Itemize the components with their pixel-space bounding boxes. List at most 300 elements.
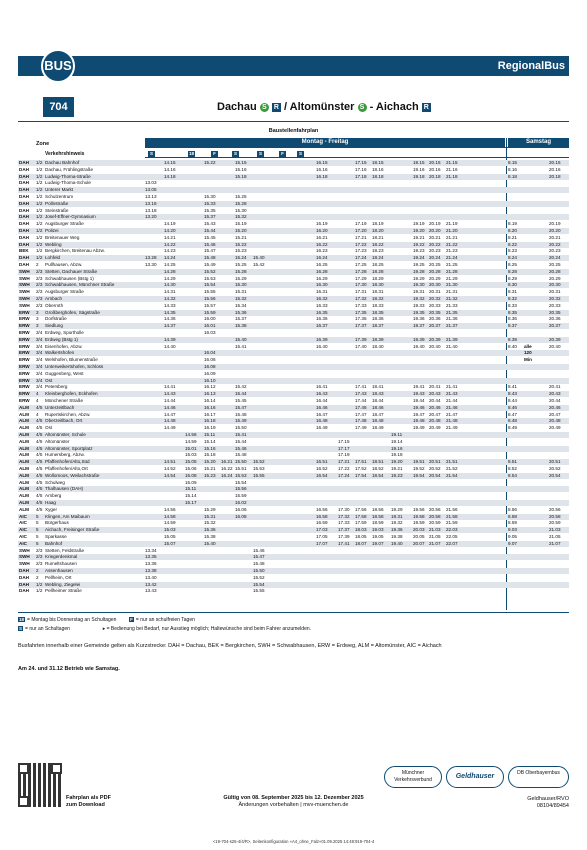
departure-time: 18.44 — [372, 398, 384, 403]
departure-time: 16.06 — [235, 506, 247, 512]
departure-time: 18.56 — [372, 506, 384, 512]
zone-number: 3/4 — [36, 330, 43, 335]
departure-time: 15.43 — [204, 221, 216, 227]
departure-time: 16.35 — [316, 309, 328, 315]
zone-code: DAH — [19, 568, 29, 573]
divider — [18, 612, 569, 613]
table-row — [18, 480, 569, 486]
stop-name: Steinstraße — [45, 207, 69, 213]
stop-name: Augsburger Straße — [45, 289, 84, 295]
zone-number: 3/4 — [36, 357, 43, 363]
departure-time: 14.51 — [164, 459, 176, 465]
table-row — [18, 486, 569, 492]
departure-time: 18.23 — [372, 248, 384, 254]
departure-time: 8.19 — [508, 221, 517, 227]
zone-number: 3/4 — [36, 370, 43, 376]
departure-time: 20.21 — [549, 234, 561, 240]
zone-code: DAH — [19, 214, 29, 220]
departure-time: 16.01 — [204, 323, 216, 329]
departure-time: 19.40 — [413, 343, 425, 349]
departure-time: 15.44 — [235, 391, 247, 397]
departure-time: 15.25 — [235, 194, 247, 199]
departure-time: 13.35 — [145, 554, 157, 560]
departure-time: 20.39 — [549, 336, 561, 342]
zone-code: DAH — [19, 180, 29, 186]
table-row — [18, 514, 569, 520]
departure-time: 14.18 — [164, 173, 176, 179]
departure-time: Min — [524, 357, 532, 363]
departure-time: 14.28 — [164, 268, 176, 274]
stop-name: Unterer Markt — [45, 187, 74, 193]
departure-time: 15.22 — [235, 241, 247, 247]
departure-time: 18.21 — [372, 234, 384, 240]
departure-time: 15.38 — [235, 323, 247, 329]
departure-time: alle — [524, 343, 532, 349]
departure-time: 16.56 — [316, 506, 328, 512]
departure-time: 15.30 — [235, 207, 247, 213]
db-oberbayernbus-logo: DB Oberbayernbus — [508, 766, 569, 788]
departure-time: 19.38 — [391, 534, 403, 539]
table-row — [18, 452, 569, 458]
departure-time: 20.37 — [429, 323, 441, 329]
departure-time: 16.39 — [316, 336, 328, 342]
departure-time: 8.32 — [508, 296, 517, 301]
departure-time: 15.41 — [235, 343, 247, 349]
zone-number: 1/2 — [36, 234, 43, 240]
departure-time: 21.51 — [446, 459, 458, 465]
stop-name: Schulweg — [45, 479, 65, 485]
departure-time: 18.33 — [372, 302, 384, 308]
departure-time: 20.48 — [429, 418, 441, 424]
stop-name: Walkertshofen — [45, 350, 75, 356]
departure-time: 16.54 — [316, 472, 328, 478]
zone-code: DAH — [19, 200, 29, 206]
table-row — [18, 500, 569, 506]
departure-time: 8.35 — [508, 309, 517, 315]
stop-name: Dorfstraße — [45, 316, 67, 322]
departure-time: 8.51 — [508, 459, 517, 465]
departure-time: 17.29 — [355, 275, 367, 281]
departure-time: 14.59 — [185, 438, 197, 444]
departure-time: 8.16 — [508, 166, 517, 172]
zone-code: ERW — [19, 330, 30, 335]
departure-time: 18.59 — [372, 520, 384, 526]
departure-time: 20.43 — [429, 391, 441, 397]
departure-time: 14.16 — [164, 166, 176, 172]
departure-time: 16.09 — [204, 370, 216, 376]
departure-time: 15.03 — [185, 452, 197, 458]
departure-time: 15.40 — [204, 540, 216, 546]
table-row — [18, 242, 569, 248]
departure-time: 21.23 — [446, 248, 458, 254]
departure-time: 14.44 — [164, 398, 176, 403]
zone-code: ERW — [19, 391, 30, 397]
zone-number: 2/3 — [36, 296, 43, 301]
departure-time: 16.59 — [316, 520, 328, 526]
zone-number: 1/2 — [36, 221, 43, 227]
pdf-line2: zum Download — [66, 802, 105, 808]
departure-time: 8.47 — [508, 411, 517, 417]
table-row — [18, 357, 569, 363]
zone-number: 3 — [36, 323, 39, 329]
departure-time: 15.46 — [204, 241, 216, 247]
timetable-subtitle: Baustellenfahrplan — [268, 128, 319, 134]
departure-time: 17.44 — [355, 398, 367, 403]
departure-time: 15.33 — [204, 200, 216, 206]
departure-time: 19.18 — [413, 173, 425, 179]
departure-time: 8.33 — [508, 302, 517, 308]
departure-time: 17.49 — [355, 425, 367, 431]
departure-time: 15.36 — [235, 309, 247, 315]
departure-time: 14.58 — [164, 513, 176, 519]
departure-time: 15.22 — [204, 160, 216, 165]
departure-time: 19.43 — [413, 391, 425, 397]
stop-name: Stetten, Feldstraße — [45, 547, 85, 553]
departure-time: 15.44 — [204, 228, 216, 233]
table-row — [18, 201, 569, 207]
departure-time: 20.56 — [429, 506, 441, 512]
departure-time: 15.21 — [235, 234, 247, 240]
zone-number: 4/5 — [36, 438, 43, 444]
zone-number: 2/3 — [36, 282, 43, 288]
departure-time: 16.20 — [316, 228, 328, 233]
zone-code: AIC — [19, 540, 27, 546]
departure-time: 14.41 — [164, 384, 176, 390]
departure-time: 17.37 — [355, 323, 367, 329]
departure-time: 19.23 — [413, 248, 425, 254]
zone-number: 1/2 — [36, 173, 43, 179]
departure-time: 20.24 — [429, 255, 441, 261]
trip-mark: S — [233, 151, 237, 156]
zone-number: 3/4 — [36, 364, 43, 369]
departure-time: 21.33 — [446, 302, 458, 308]
departure-time: 18.32 — [372, 296, 384, 301]
zone-number: 4/5 — [36, 479, 43, 485]
legend-line — [18, 626, 311, 632]
departure-time: 17.32 — [338, 513, 350, 519]
departure-time: 21.18 — [446, 173, 458, 179]
table-row — [18, 548, 569, 554]
table-row — [18, 221, 569, 227]
departure-time: 8.40 — [508, 343, 517, 349]
departure-time: 21.49 — [446, 425, 458, 431]
table-row — [18, 269, 569, 275]
departure-time: 21.43 — [446, 391, 458, 397]
departure-time: 15.11 — [204, 432, 216, 437]
zone-code: AIC — [19, 534, 27, 539]
departure-time: 19.05 — [372, 534, 384, 539]
stop-name: Welshofen, Blumenstraße — [45, 357, 98, 363]
route-origin: Dachau — [217, 101, 257, 113]
departure-time: 19.48 — [413, 418, 425, 424]
stop-name: Oberroth — [45, 302, 64, 308]
departure-time: 15.47 — [253, 554, 265, 560]
departure-time: 20.28 — [429, 268, 441, 274]
zone-code: SWH — [19, 302, 30, 308]
zone-code: DAH — [19, 166, 29, 172]
departure-time: 21.54 — [446, 472, 458, 478]
departure-time: 19.24 — [413, 255, 425, 261]
departure-time: 19.37 — [413, 323, 425, 329]
zone-code: BEK — [19, 248, 29, 254]
line-number-badge: 704 — [43, 97, 74, 117]
departure-time: 20.18 — [549, 173, 561, 179]
departure-time: 20.23 — [429, 248, 441, 254]
departure-time: 14.23 — [164, 248, 176, 254]
zone-number: 2/3 — [36, 547, 43, 553]
departure-time: 17.03 — [316, 527, 328, 533]
stop-name: Polizei — [45, 228, 59, 233]
departure-time: 21.22 — [446, 241, 458, 247]
departure-time: 15.20 — [204, 459, 216, 465]
departure-time: 17.52 — [355, 466, 367, 471]
table-row — [18, 398, 569, 404]
stop-name: Schulzentrum — [45, 194, 74, 199]
validity-line: Gültig von 08. September 2025 bis 12. Dezember 2025 — [223, 795, 364, 801]
departure-time: 15.28 — [235, 268, 247, 274]
stop-name: Erdweg (Bstg 1) — [45, 336, 78, 342]
zone-number: 1/2 — [36, 200, 43, 206]
table-row — [18, 378, 569, 384]
departure-time: 20.32 — [549, 296, 561, 301]
brand-label: RegionalBus — [497, 60, 565, 72]
departure-time: 15.38 — [204, 534, 216, 539]
departure-time: 15.25 — [235, 262, 247, 267]
departure-time: 19.20 — [391, 459, 403, 465]
departure-time: 21.05 — [549, 534, 561, 539]
departure-time: 21.20 — [446, 228, 458, 233]
zone-number: 3/4 — [36, 384, 43, 390]
departure-time: 8.43 — [508, 391, 517, 397]
departure-time: 15.28 — [235, 200, 247, 206]
departure-time: 20.44 — [549, 398, 561, 403]
zone-code: ERW — [19, 323, 30, 329]
departure-time: 20.44 — [429, 398, 441, 403]
departure-time: 20.24 — [549, 255, 561, 261]
departure-time: 21.36 — [446, 316, 458, 322]
departure-time: 16.18 — [316, 173, 328, 179]
departure-time: 8.48 — [508, 418, 517, 424]
departure-time: 16.43 — [316, 391, 328, 397]
zone-code: SWH — [19, 554, 30, 560]
departure-time: 20.31 — [549, 289, 561, 295]
departure-time: 16.37 — [316, 323, 328, 329]
departure-time: 15.32 — [235, 214, 247, 220]
departure-time: 17.15 — [338, 438, 350, 444]
stop-name: Unterweikertshofen, Schloss — [45, 364, 104, 369]
table-row — [18, 214, 569, 220]
departure-time: 16.40 — [316, 343, 328, 349]
departure-time: 8.25 — [508, 262, 517, 267]
zone-number: 3 — [36, 316, 39, 322]
departure-time: 14.56 — [185, 432, 197, 437]
departure-time: 17.30 — [338, 506, 350, 512]
departure-time: 15.40 — [253, 255, 265, 261]
departure-time: 18.16 — [372, 166, 384, 172]
trip-mark: 18 — [188, 151, 194, 156]
departure-time: 18.03 — [355, 527, 367, 533]
departure-time: 14.39 — [164, 336, 176, 342]
departure-time: 8.46 — [508, 404, 517, 410]
departure-time: 14.22 — [164, 241, 176, 247]
departure-time: 20.19 — [429, 221, 441, 227]
departure-time: 13.20 — [145, 214, 157, 220]
departure-time: 16.25 — [316, 262, 328, 267]
departure-time: 15.46 — [253, 547, 265, 553]
departure-time: 13.28 — [145, 255, 157, 261]
table-row — [18, 473, 569, 479]
departure-time: 16.32 — [316, 296, 328, 301]
departure-time: 16.24 — [221, 472, 233, 478]
departure-time: 20.03 — [413, 527, 425, 533]
table-row — [18, 541, 569, 547]
zone-code: DAH — [19, 262, 29, 267]
departure-time: 18.05 — [355, 534, 367, 539]
table-row — [18, 527, 569, 533]
zone-number: 4 — [36, 398, 39, 403]
operator-phone: 08104/89454 — [536, 803, 569, 809]
departure-time: 15.05 — [185, 459, 197, 465]
zone-number: 4/5 — [36, 432, 43, 437]
departure-time: 16.24 — [316, 255, 328, 261]
departure-time: 17.25 — [355, 262, 367, 267]
stop-name: Klingen, Am Maibaum — [45, 513, 90, 519]
table-row — [18, 296, 569, 302]
zone-code: DAH — [19, 160, 29, 165]
departure-time: 19.31 — [413, 289, 425, 295]
zone-number: 1/2 — [36, 214, 43, 220]
departure-time: 21.59 — [446, 520, 458, 526]
zone-number: 2/3 — [36, 561, 43, 567]
table-row — [18, 554, 569, 560]
table-row — [18, 248, 569, 254]
table-row — [18, 364, 569, 370]
zone-code: ERW — [19, 350, 30, 356]
zone-code: ERW — [19, 370, 30, 376]
departure-time: 20.36 — [429, 316, 441, 322]
departure-time: 15.31 — [204, 513, 216, 519]
departure-time: 20.52 — [549, 466, 561, 471]
departure-time: 20.33 — [429, 302, 441, 308]
departure-time: 14.47 — [164, 411, 176, 417]
departure-time: 15.54 — [235, 479, 247, 485]
stop-name: Oberzeitlbach, Ort — [45, 418, 83, 424]
departure-time: 15.35 — [204, 207, 216, 213]
holiday-note: Am 24. und 31.12 Betrieb wie Samstag. — [18, 666, 120, 672]
departure-time: 19.47 — [413, 411, 425, 417]
departure-time: 15.59 — [235, 493, 247, 499]
stop-name: Humersberg, Abzw. — [45, 452, 85, 458]
departure-time: 16.16 — [204, 404, 216, 410]
departure-time: 9.03 — [508, 527, 517, 533]
header-bar — [18, 56, 569, 76]
departure-time: 15.56 — [235, 486, 247, 492]
departure-time: 17.23 — [355, 248, 367, 254]
departure-time: 15.59 — [204, 309, 216, 315]
departure-time: 16.48 — [316, 418, 328, 424]
table-row — [18, 310, 569, 316]
departure-time: 13.38 — [145, 568, 157, 573]
stop-name: Pfaffenhofen/Alto,Ort — [45, 466, 88, 471]
departure-time: 17.37 — [338, 527, 350, 533]
pdf-line1: Fahrplan als PDF — [66, 795, 111, 801]
zone-code: ALM — [19, 479, 29, 485]
departure-time: 17.24 — [355, 255, 367, 261]
departure-time: 16.47 — [316, 411, 328, 417]
departure-time: 19.21 — [413, 234, 425, 240]
departure-time: 14.21 — [164, 234, 176, 240]
zone-number: 1/2 — [36, 166, 43, 172]
zone-number: 1/2 — [36, 194, 43, 199]
departure-time: 19.58 — [413, 513, 425, 519]
departure-time: 19.25 — [413, 262, 425, 267]
departure-time: 15.53 — [253, 466, 265, 471]
departure-time: 20.37 — [549, 323, 561, 329]
stop-name: Arnbach — [45, 296, 63, 301]
departure-time: 15.40 — [235, 336, 247, 342]
departure-time: 17.30 — [355, 282, 367, 288]
departure-time: 18.19 — [372, 221, 384, 227]
departure-time: 8.49 — [508, 425, 517, 431]
departure-time: 16.21 — [316, 234, 328, 240]
departure-time: 21.15 — [446, 160, 458, 165]
departure-time: 20.23 — [549, 248, 561, 254]
departure-time: 20.40 — [549, 343, 561, 349]
zone-number: 1/2 — [36, 228, 43, 233]
table-row — [18, 371, 569, 377]
zone-number: 4 — [36, 411, 39, 417]
departure-time: 20.46 — [549, 404, 561, 410]
departure-time: 17.54 — [355, 472, 367, 478]
stop-name: Ost — [45, 425, 53, 431]
sbahn-icon: S — [260, 103, 269, 112]
departure-time: 18.28 — [372, 268, 384, 274]
departure-time: 17.32 — [355, 296, 367, 301]
departure-time: 21.56 — [446, 506, 458, 512]
departure-time: 21.41 — [446, 384, 458, 390]
departure-time: 120 — [524, 350, 532, 356]
departure-time: 15.31 — [235, 289, 247, 295]
departure-time: 15.48 — [235, 411, 247, 417]
departure-time: 15.53 — [204, 275, 216, 281]
departure-time: 18.51 — [372, 459, 384, 465]
stop-name: Bürgerhaus — [45, 520, 69, 526]
departure-time: 15.42 — [235, 384, 247, 390]
saturday-header: Samstag — [508, 138, 569, 147]
zone-number: 4/5 — [36, 506, 43, 512]
table-row — [18, 194, 569, 200]
departure-time: 16.04 — [204, 350, 216, 356]
zone-number: 5 — [36, 520, 39, 526]
table-row — [18, 323, 569, 329]
table-row — [18, 493, 569, 499]
departure-time: 15.55 — [253, 472, 265, 478]
departure-time: 9.07 — [508, 540, 517, 546]
zone-number: 4/5 — [36, 466, 43, 471]
table-row — [18, 432, 569, 438]
departure-time: 8.28 — [508, 268, 517, 274]
departure-time: 19.22 — [413, 241, 425, 247]
departure-time: 21.07 — [549, 540, 561, 546]
departure-time: 16.13 — [204, 391, 216, 397]
departure-time: 20.16 — [549, 166, 561, 172]
zone-code: ERW — [19, 398, 30, 403]
departure-time: 17.21 — [338, 459, 350, 465]
departure-time: 8.22 — [508, 241, 517, 247]
departure-time: 20.21 — [429, 234, 441, 240]
departure-time: 21.40 — [446, 343, 458, 349]
zone-number: 3 — [36, 309, 39, 315]
